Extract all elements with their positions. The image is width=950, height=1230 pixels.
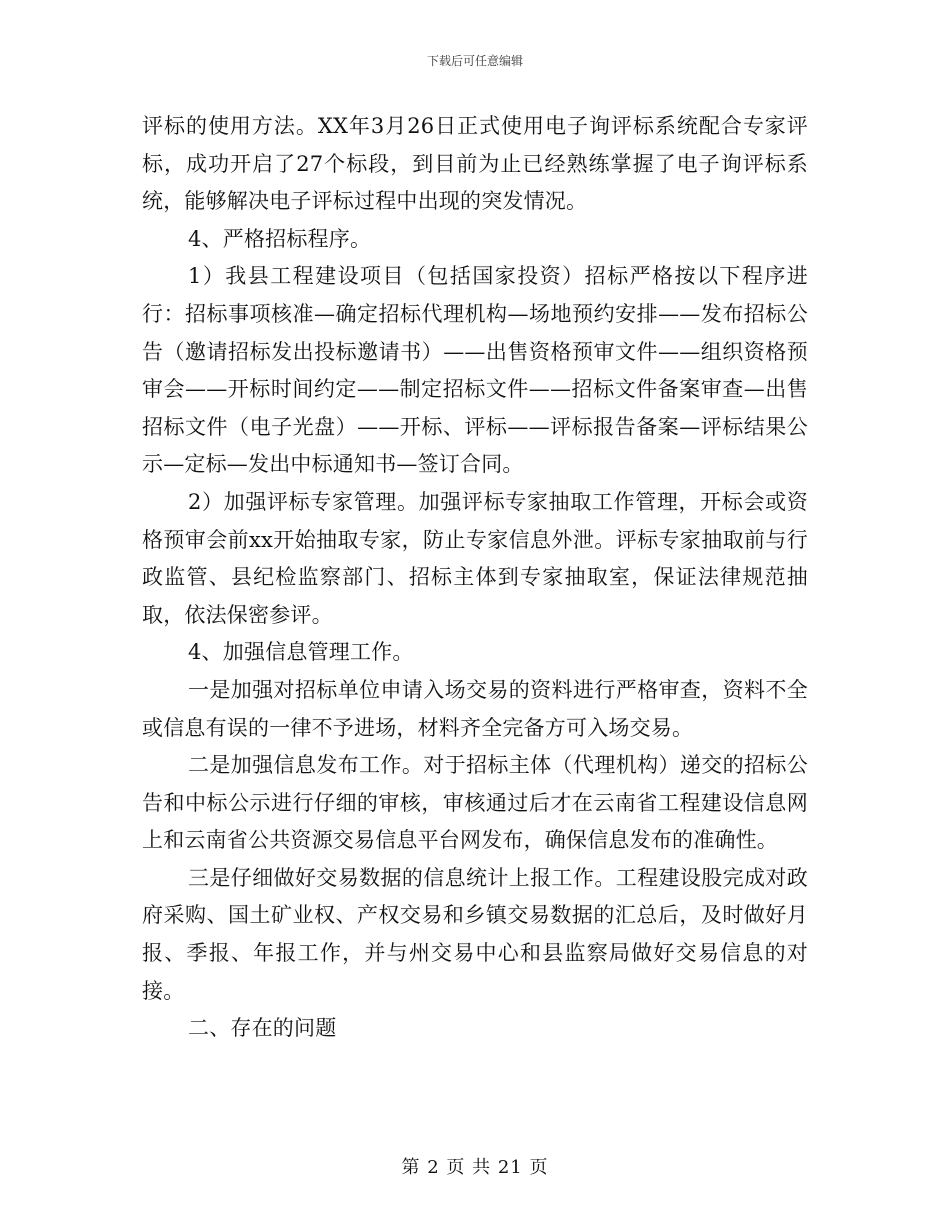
paragraph-continuation: 评标的使用方法。XX年3月26日正式使用电子询评标系统配合专家评标，成功开启了27个标段，到目前为止已经熟练掌握了电子询评标系统，能够解决电子评标过程中出现的突发情况。 xyxy=(142,114,808,214)
page-number: 第 2 页 共 21 页 xyxy=(401,1157,549,1178)
paragraph-publishing: 二是加强信息发布工作。对于招标主体（代理机构）递交的招标公告和中标公示进行仔细的审核，审核通过后才在云南省工程建设信息网上和云南省公共资源交易信息平台网发布，确保信息发布的准确性。 xyxy=(142,753,808,853)
paragraph-statistics: 三是仔细做好交易数据的信息统计上报工作。工程建设股完成对政府采购、国土矿业权、产权交易和乡镇交易数据的汇总后，及时做好月报、季报、年报工作，并与州交易中心和县监察局做好交易信息的对接。 xyxy=(142,865,808,1003)
section-heading-problems: 二、存在的问题 xyxy=(188,1016,337,1041)
paragraph-expert-management: 2）加强评标专家管理。加强评标专家抽取工作管理，开标会或资格预审会前xx开始抽取专家，防止专家信息外泄。评标专家抽取前与行政监管、县纪检监察部门、招标主体到专家抽取室，保证法律规范抽取，依法保密参评。 xyxy=(142,489,808,627)
document-body xyxy=(142,108,808,1048)
paragraph-procedure: 1）我县工程建设项目（包括国家投资）招标严格按以下程序进行：招标事项核准—确定招标代理机构—场地预约安排——发布招标公告（邀请招标发出投标邀请书）——出售资格预审文件——组织资格预审会——开标时间约定——制定招标文件——招标文件备案审查—出售招标文件（电子光盘）——开标、评标——评标报告备案—评标结果公示—定标—发出中标通知书—签订合同。 xyxy=(142,264,808,477)
paragraph-review: 一是加强对招标单位申请入场交易的资料进行严格审查，资料不全或信息有误的一律不予进场，材料齐全完备方可入场交易。 xyxy=(142,677,808,740)
section-heading-bidding-procedure: 4、严格招标程序。 xyxy=(188,226,372,251)
page-header-note: 下载后可任意编辑 xyxy=(426,54,523,68)
section-heading-information-management: 4、加强信息管理工作。 xyxy=(188,640,414,665)
